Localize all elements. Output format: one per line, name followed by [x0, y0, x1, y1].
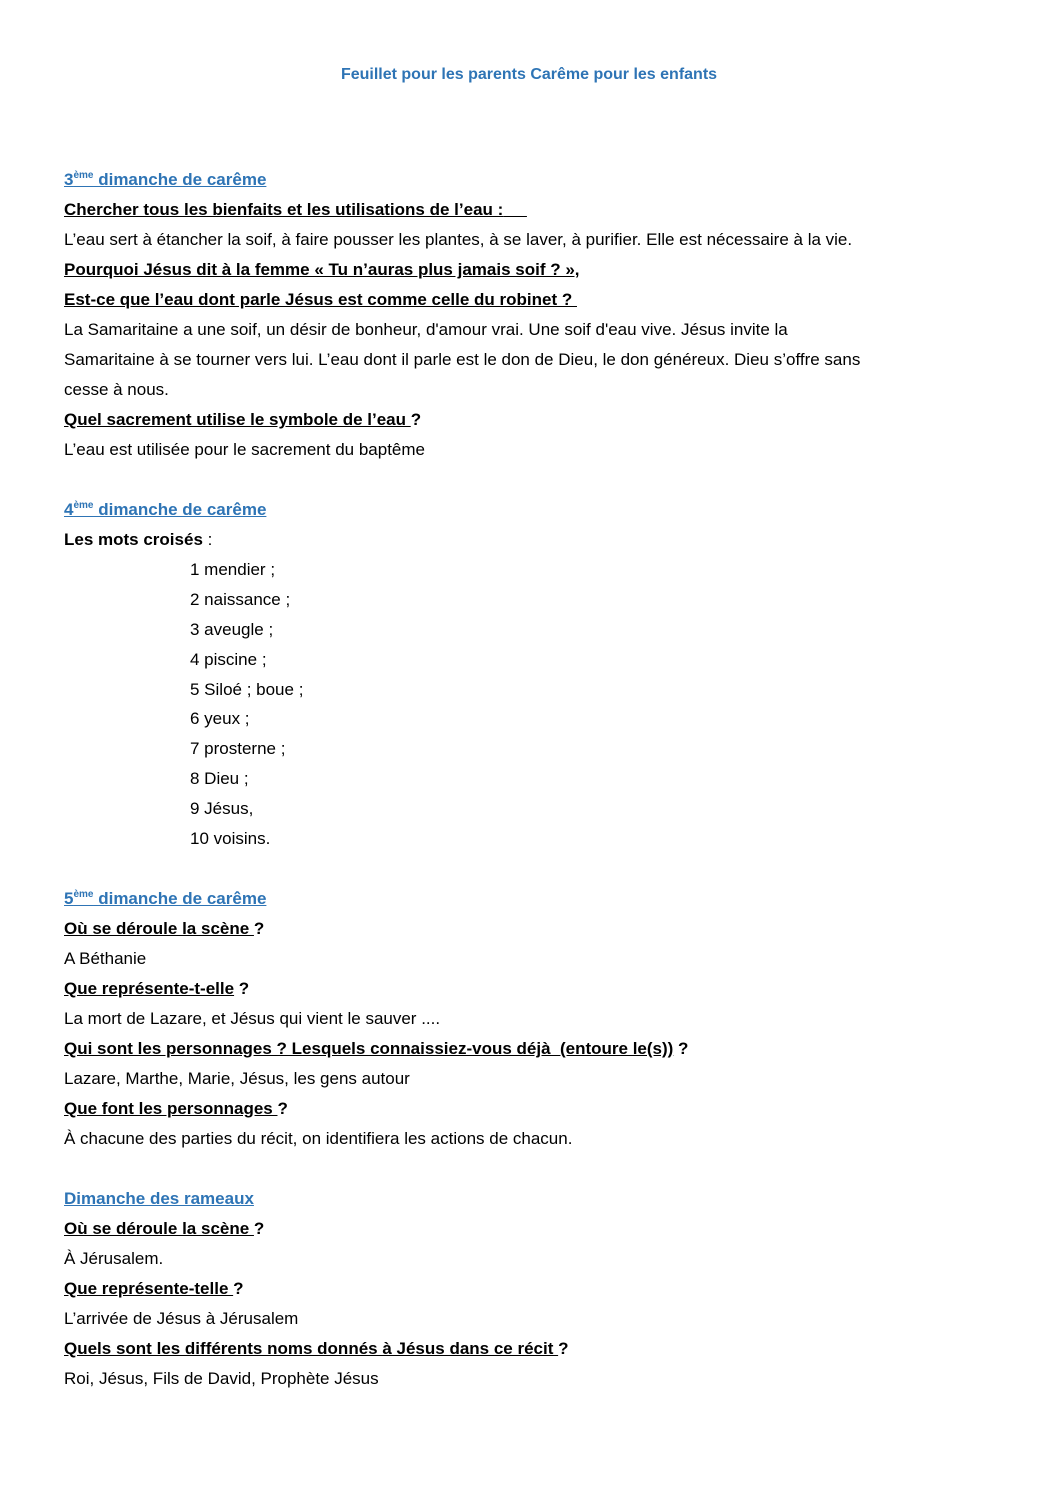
section-5-question-2: Que représente-t-elle ? — [64, 979, 250, 998]
section-3-question-1: Chercher tous les bienfaits et les utilisations de l’eau : — [64, 200, 504, 219]
section-3-heading-sup: ème — [73, 170, 94, 181]
crossword-item: 6 yeux ; — [190, 709, 250, 728]
section-5-answer-4: À chacune des parties du récit, on identifiera les actions de chacun. — [64, 1129, 573, 1148]
section-4-heading-rest: dimanche de carême — [93, 500, 267, 519]
crossword-item: 9 Jésus, — [190, 799, 254, 818]
section-3-answer-3-line-3: cesse à nous. — [64, 380, 169, 399]
section-4-heading — [64, 500, 266, 520]
section-5-heading-rest: dimanche de carême — [93, 889, 267, 908]
crossword-item: 10 voisins. — [190, 829, 271, 848]
crossword-item: 2 naissance ; — [190, 590, 291, 609]
crossword-item: 1 mendier ; — [190, 560, 276, 579]
section-3-heading-num: 3 — [64, 170, 74, 189]
crossword-item: 5 Siloé ; boue ; — [190, 680, 304, 699]
section-rameaux-question-1: Où se déroule la scène ? — [64, 1219, 265, 1238]
section-5-answer-1: A Béthanie — [64, 949, 147, 968]
section-5-heading-sup: ème — [73, 889, 94, 900]
section-5-answer-2: La mort de Lazare, et Jésus qui vient le sauver .... — [64, 1009, 441, 1028]
crossword-item: 3 aveugle ; — [190, 620, 274, 639]
crossword-item: 8 Dieu ; — [190, 769, 249, 788]
section-3-question-2: Pourquoi Jésus dit à la femme « Tu n’auras plus jamais soif ? », — [64, 260, 580, 279]
section-3-answer-4: L’eau est utilisée pour le sacrement du baptême — [64, 440, 426, 459]
section-5-heading — [64, 889, 266, 909]
section-rameaux-answer-3: Roi, Jésus, Fils de David, Prophète Jésus — [64, 1369, 379, 1388]
document-title: Feuillet pour les parents Carême pour les enfants — [340, 66, 718, 83]
section-4-label: Les mots croisés : — [64, 530, 213, 549]
section-5-question-1: Où se déroule la scène ? — [64, 919, 265, 938]
section-3-answer-1: L’eau sert à étancher la soif, à faire pousser les plantes, à se laver, à purifier. Elle est nécessaire à la vie. — [64, 230, 853, 249]
section-4-heading-num: 4 — [64, 500, 74, 519]
section-4-heading-sup: ème — [73, 500, 94, 511]
section-3-heading — [64, 170, 266, 190]
section-rameaux-answer-1: À Jérusalem. — [64, 1249, 164, 1268]
section-3-heading-rest: dimanche de carême — [93, 170, 267, 189]
section-rameaux-heading: Dimanche des rameaux — [64, 1189, 254, 1208]
section-3-answer-3-line-1: La Samaritaine a une soif, un désir de bonheur, d'amour vrai. Une soif d'eau vive. Jésus invite la — [64, 320, 788, 339]
section-rameaux-question-2: Que représente-telle ? — [64, 1279, 244, 1298]
section-rameaux-answer-2: L’arrivée de Jésus à Jérusalem — [64, 1309, 299, 1328]
section-3-question-4: Quel sacrement utilise le symbole de l’eau ? — [64, 410, 422, 429]
section-5-question-3: Qui sont les personnages ? Lesquels connaissiez-vous déjà (entoure le(s)) ? — [64, 1039, 689, 1058]
section-3-answer-3-line-2: Samaritaine à se tourner vers lui. L’eau dont il parle est le don de Dieu, le don généreux. Dieu s’offre sans — [64, 350, 861, 369]
crossword-item: 7 prosterne ; — [190, 739, 286, 758]
section-3-question-3: Est-ce que l’eau dont parle Jésus est comme celle du robinet ? — [64, 290, 577, 309]
section-5-answer-3: Lazare, Marthe, Marie, Jésus, les gens autour — [64, 1069, 410, 1088]
section-5-heading-num: 5 — [64, 889, 74, 908]
section-rameaux-question-3: Quels sont les différents noms donnés à Jésus dans ce récit ? — [64, 1339, 569, 1358]
section-5-question-4: Que font les personnages ? — [64, 1099, 288, 1118]
crossword-item: 4 piscine ; — [190, 650, 267, 669]
